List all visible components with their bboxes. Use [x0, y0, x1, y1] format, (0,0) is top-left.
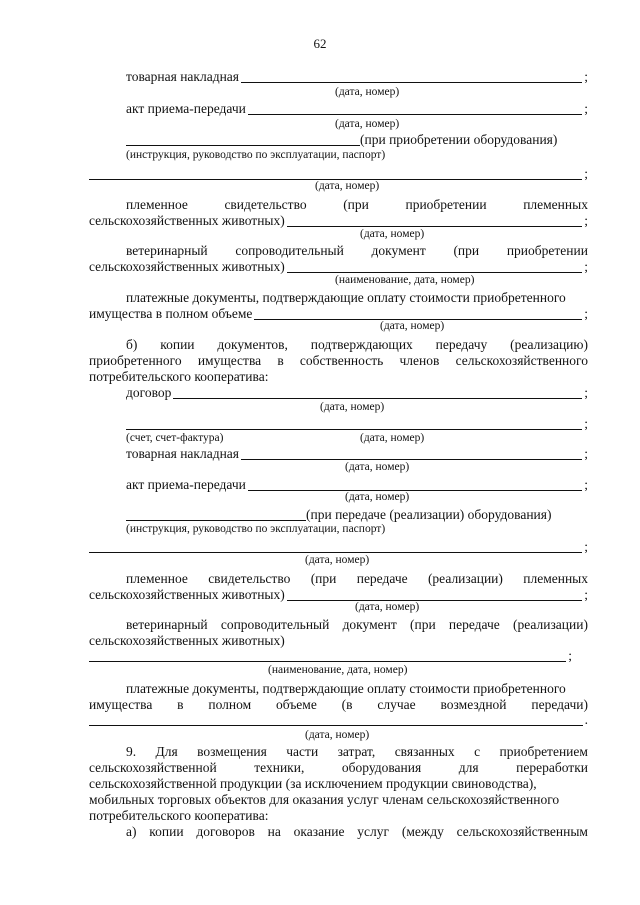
- word: объеме: [276, 697, 317, 712]
- word: передаче: [448, 617, 500, 632]
- waybill-line-2: [126, 445, 588, 462]
- word: б): [126, 337, 138, 352]
- caption-manual: (инструкция, руководство по эксплуатации, паспорт): [126, 523, 386, 535]
- word: (при: [310, 571, 337, 586]
- caption-date-number: (дата, номер): [305, 729, 370, 741]
- word: сельскохозяйственного: [455, 353, 588, 368]
- word: полном: [208, 697, 252, 712]
- word: (между: [401, 824, 444, 839]
- item-9-line1: [126, 743, 588, 760]
- caption-date-number: (дата, номер): [320, 401, 385, 413]
- punct: ;: [584, 477, 588, 492]
- word: возмездной: [440, 697, 507, 712]
- item-9-line2: [89, 759, 588, 776]
- word: оказание: [293, 824, 345, 839]
- word: сельскохозяйственной: [89, 760, 217, 775]
- word: документов,: [217, 337, 288, 352]
- caption-date-number: (дата, номер): [360, 228, 425, 240]
- word: (при: [409, 617, 436, 632]
- caption-name-date-number: (наименование, дата, номер): [268, 664, 408, 676]
- breeding-animals-line-2: [89, 586, 588, 603]
- word: затрат,: [337, 744, 376, 759]
- waybill-line: [126, 68, 588, 85]
- vet-doc-blank: [287, 261, 582, 273]
- invoice-blank-line: [126, 415, 588, 432]
- word: случае: [377, 697, 416, 712]
- waybill-label: товарная накладная: [126, 446, 240, 461]
- word: племенное: [126, 197, 188, 212]
- word: с: [474, 744, 481, 759]
- invoice-blank: [126, 418, 582, 430]
- word: ветеринарный: [126, 243, 208, 258]
- word: подтверждающих: [310, 337, 413, 352]
- word: 9.: [126, 744, 137, 759]
- punct: ;: [584, 385, 588, 400]
- vet-doc-line: [126, 242, 588, 259]
- transfer-act-blank: [248, 479, 582, 491]
- payment-full-text: имущества в полном объеме: [89, 306, 253, 321]
- caption-manual: (инструкция, руководство по эксплуатации, паспорт): [126, 149, 386, 161]
- manual-blank-line-2: [89, 538, 588, 555]
- word: приобретенного: [89, 353, 182, 368]
- punct: ;: [584, 259, 588, 274]
- caption-name-date-number: (наименование, дата, номер): [335, 274, 475, 286]
- word: членов: [399, 353, 440, 368]
- word: приобретении: [405, 197, 487, 212]
- punct: ;: [584, 416, 588, 431]
- word: сопроводительный: [235, 243, 344, 258]
- punct: ;: [584, 306, 588, 321]
- animals-label: сельскохозяйственных животных): [89, 213, 285, 228]
- word: части: [286, 744, 319, 759]
- vet-doc-line-2: [126, 616, 588, 633]
- payment-docs-text: платежные документы, подтверждающие оплату стоимости приобретенного: [126, 681, 566, 696]
- payment-docs-line-2: [126, 680, 588, 697]
- word: (реализации): [427, 571, 503, 586]
- punct: ;: [584, 587, 588, 602]
- acquisition-equipment-text: (при приобретении оборудования): [360, 132, 558, 147]
- contract-line: [126, 384, 588, 401]
- word: связанных: [394, 744, 455, 759]
- word: сельскохозяйственным: [456, 824, 588, 839]
- payment-docs-line: [126, 289, 588, 306]
- item-9-line3: [89, 775, 588, 792]
- item-9-line4: [89, 791, 588, 808]
- caption-date-number: (дата, номер): [315, 180, 380, 192]
- transfer-equipment-text: (при передаче (реализации) оборудования): [306, 507, 552, 522]
- word: документ: [371, 243, 426, 258]
- animals-label: сельскохозяйственных животных): [89, 259, 285, 274]
- vet-blank-line-2: [89, 647, 572, 664]
- payment-blank: [254, 308, 582, 320]
- vet-doc-blank: [89, 650, 566, 662]
- word: а): [126, 824, 137, 839]
- word: передачу: [435, 337, 488, 352]
- punct: ;: [584, 213, 588, 228]
- word: для: [458, 760, 479, 775]
- word: на: [267, 824, 281, 839]
- word: (при: [453, 243, 480, 258]
- word: в: [277, 353, 284, 368]
- payment-blank: [89, 714, 583, 726]
- transfer-act-label: акт приема-передачи: [126, 477, 246, 492]
- equipment-manual-line: [126, 131, 588, 148]
- manual-date-blank: [89, 541, 582, 553]
- caption-date-number: (дата, номер): [335, 86, 400, 98]
- word: племенных: [523, 197, 588, 212]
- payment-docs-text: платежные документы, подтверждающие оплату стоимости приобретенного: [126, 290, 566, 305]
- word: имущества: [89, 697, 153, 712]
- punct: .: [584, 712, 588, 727]
- word: передачи): [531, 697, 588, 712]
- word: (реализации): [512, 617, 588, 632]
- item-9-text: мобильных торговых объектов для оказания услуг членам сельскохозяйственного: [89, 792, 560, 807]
- caption-invoice: (счет, счет-фактура): [126, 432, 224, 444]
- waybill-blank: [241, 71, 582, 83]
- breeding-cert-line: [126, 196, 588, 213]
- caption-date-number: (дата, номер): [335, 118, 400, 130]
- word: сопроводительный: [220, 617, 330, 632]
- payment-blank-line-2: [89, 711, 588, 728]
- breeding-cert-blank: [287, 589, 582, 601]
- word: ветеринарный: [126, 617, 208, 632]
- waybill-blank: [241, 448, 582, 460]
- item-9-text: сельскохозяйственной продукции (за исключением продукции свиноводства),: [89, 776, 537, 791]
- word: возмещения: [197, 744, 267, 759]
- word: передаче: [356, 571, 408, 586]
- section-b-line3: [89, 368, 588, 385]
- contract-label: договор: [126, 385, 172, 400]
- section-b-text: потребительского кооператива:: [89, 369, 269, 384]
- word: копии: [149, 824, 184, 839]
- word: имущества: [197, 353, 262, 368]
- breeding-cert-blank: [287, 215, 582, 227]
- caption-date-number: (дата, номер): [345, 461, 410, 473]
- transfer-act-line: [126, 100, 588, 117]
- transfer-act-blank: [248, 103, 582, 115]
- animals-label: сельскохозяйственных животных): [89, 587, 285, 602]
- payment-full-line: [89, 305, 588, 322]
- animals-label: сельскохозяйственных животных): [89, 633, 285, 648]
- word: копии: [160, 337, 195, 352]
- waybill-label: товарная накладная: [126, 69, 240, 84]
- transfer-equipment-line: [126, 506, 588, 523]
- word: (реализацию): [510, 337, 588, 352]
- punct: ;: [584, 446, 588, 461]
- word: приобретением: [499, 744, 588, 759]
- transfer-act-label: акт приема-передачи: [126, 101, 246, 116]
- word: переработки: [516, 760, 588, 775]
- section-b-line2: [89, 352, 588, 369]
- word: племенных: [523, 571, 588, 586]
- breeding-animals-line: [89, 212, 588, 229]
- word: договоров: [196, 824, 255, 839]
- word: Для: [155, 744, 178, 759]
- word: в: [177, 697, 184, 712]
- page-number: 62: [313, 36, 327, 51]
- caption-date-number: (дата, номер): [360, 432, 425, 444]
- word: приобретении: [506, 243, 588, 258]
- punct: ;: [584, 166, 588, 181]
- word: (в: [341, 697, 353, 712]
- caption-date-number: (дата, номер): [355, 601, 420, 613]
- punct: ;: [584, 69, 588, 84]
- breeding-cert-line-2: [126, 570, 588, 587]
- word: собственность: [299, 353, 384, 368]
- caption-date-number: (дата, номер): [380, 320, 445, 332]
- vet-animals-line: [89, 258, 588, 275]
- word: оборудования: [341, 760, 422, 775]
- caption-date-number: (дата, номер): [305, 554, 370, 566]
- contract-blank: [173, 387, 582, 399]
- word: техники,: [254, 760, 305, 775]
- caption-date-number: (дата, номер): [345, 491, 410, 503]
- section-b-line1: [126, 336, 588, 353]
- punct: ;: [568, 648, 572, 663]
- punct: ;: [584, 539, 588, 554]
- word: племенное: [126, 571, 188, 586]
- word: (при: [343, 197, 369, 212]
- word: свидетельство: [208, 571, 291, 586]
- item-9-text: потребительского кооператива:: [89, 808, 269, 823]
- manual-date-blank: [89, 168, 582, 180]
- manual-blank: [126, 134, 360, 146]
- word: свидетельство: [224, 197, 307, 212]
- manual-blank: [126, 509, 306, 521]
- word: документ: [342, 617, 397, 632]
- word: услуг: [357, 824, 390, 839]
- item-9a-line1: [126, 823, 588, 840]
- punct: ;: [584, 101, 588, 116]
- item-9-line5: [89, 807, 588, 824]
